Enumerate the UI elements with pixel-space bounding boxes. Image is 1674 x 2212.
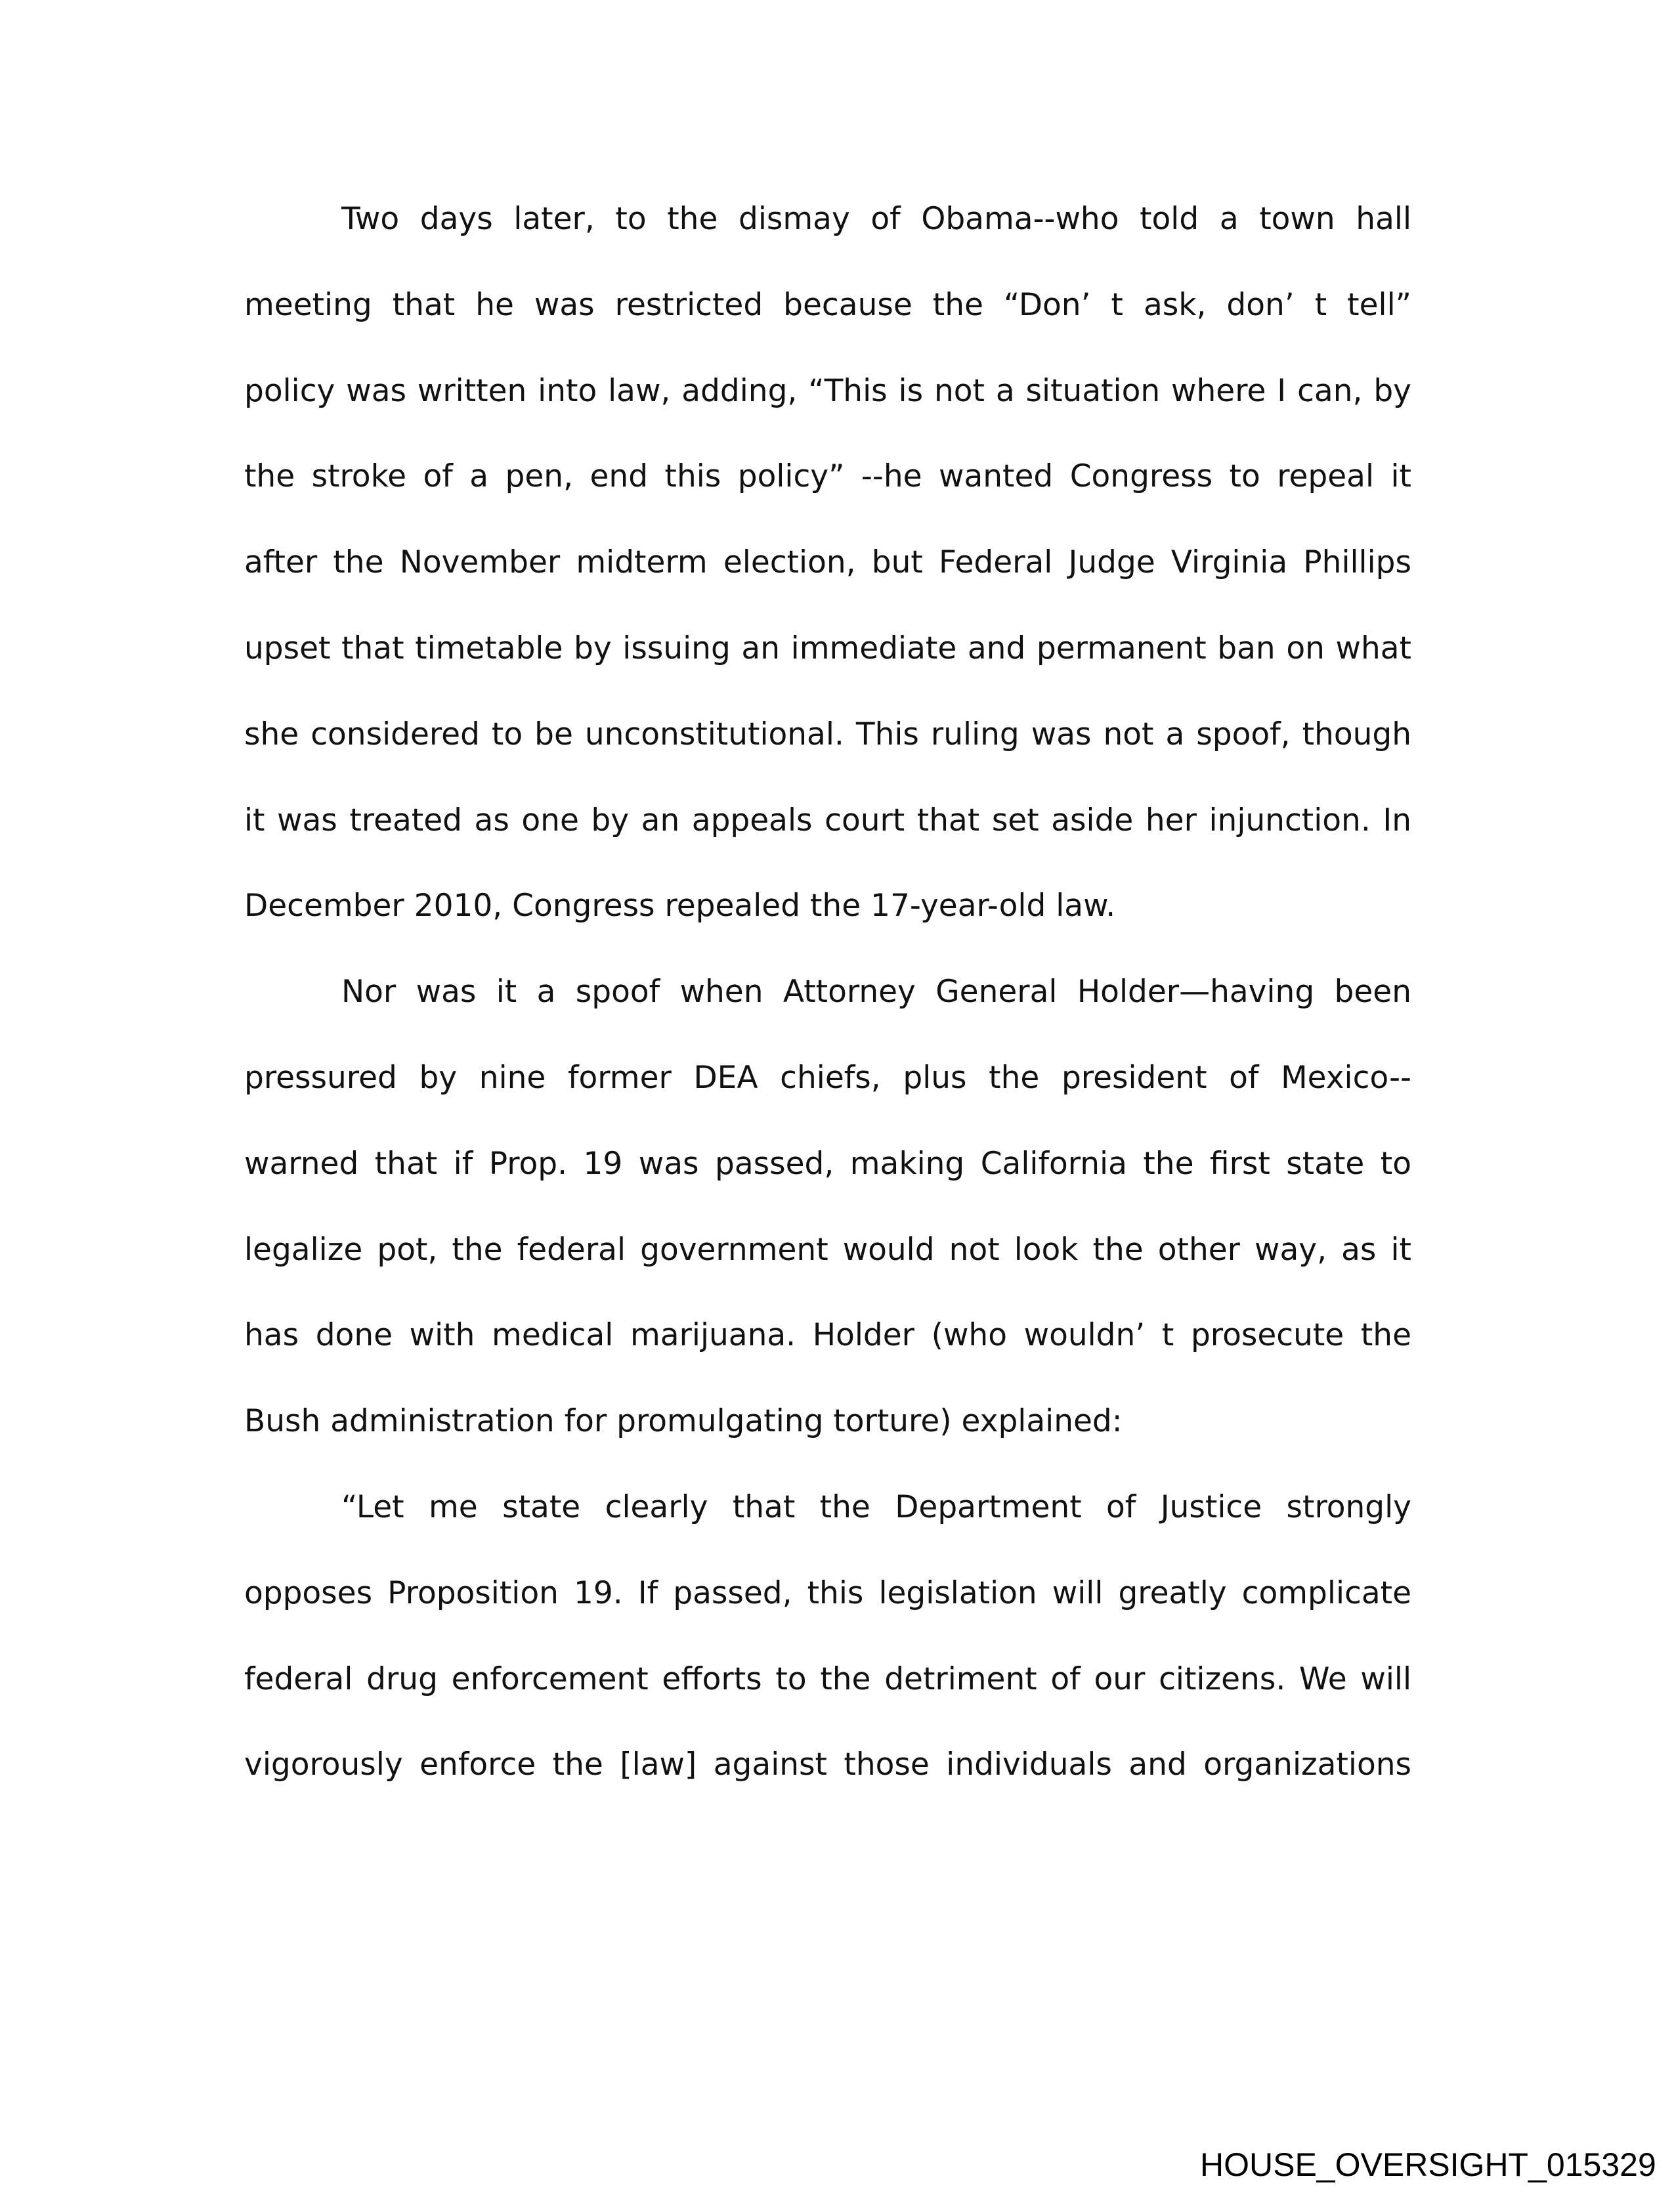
- text-line: warned that if Prop. 19 was passed, making California the first state to: [244, 1145, 1411, 1182]
- text-line: vigorously enforce the [law] against those individuals and organizations: [244, 1746, 1411, 1783]
- text-line: “Let me state clearly that the Department of Justice strongly: [341, 1488, 1411, 1525]
- text-line: federal drug enforcement efforts to the detriment of our citizens. We will: [244, 1660, 1411, 1697]
- paragraph: [244, 963, 1411, 1479]
- text-line: opposes Proposition 19. If passed, this legislation will greatly complicate: [244, 1574, 1411, 1611]
- text-line: Two days later, to the dismay of Obama--who told a town hall: [341, 201, 1411, 237]
- text-line: Nor was it a spoof when Attorney General Holder—having been: [341, 974, 1411, 1010]
- text-line: policy was written into law, adding, “This is not a situation where I can, by: [244, 372, 1411, 409]
- text-line: pressured by nine former DEA chiefs, plus the president of Mexico--: [244, 1059, 1411, 1096]
- text-line: after the November midterm election, but Federal Judge Virginia Phillips: [244, 544, 1411, 581]
- quotation-paragraph: [244, 1479, 1411, 1822]
- text-line: has done with medical marijuana. Holder (who wouldn’ t prosecute the: [244, 1317, 1411, 1354]
- text-line: December 2010, Congress repealed the 17-year-old law.: [244, 888, 1116, 924]
- text-line: legalize pot, the federal government would not look the other way, as it: [244, 1231, 1411, 1268]
- text-line: it was treated as one by an appeals court that set aside her injunction. In: [244, 802, 1411, 838]
- text-line: the stroke of a pen, end this policy” --he wanted Congress to repeal it: [244, 458, 1411, 495]
- body-text: [244, 190, 1411, 1822]
- text-line: she considered to be unconstitutional. This ruling was not a spoof, though: [244, 716, 1411, 752]
- text-line: meeting that he was restricted because the “Don’ t ask, don’ t tell”: [244, 286, 1411, 323]
- bates-number: HOUSE_OVERSIGHT_015329: [1200, 2146, 1656, 2183]
- text-line: upset that timetable by issuing an immediate and permanent ban on what: [244, 630, 1411, 666]
- text-line: Bush administration for promulgating torture) explained:: [244, 1403, 1123, 1440]
- paragraph: [244, 190, 1411, 963]
